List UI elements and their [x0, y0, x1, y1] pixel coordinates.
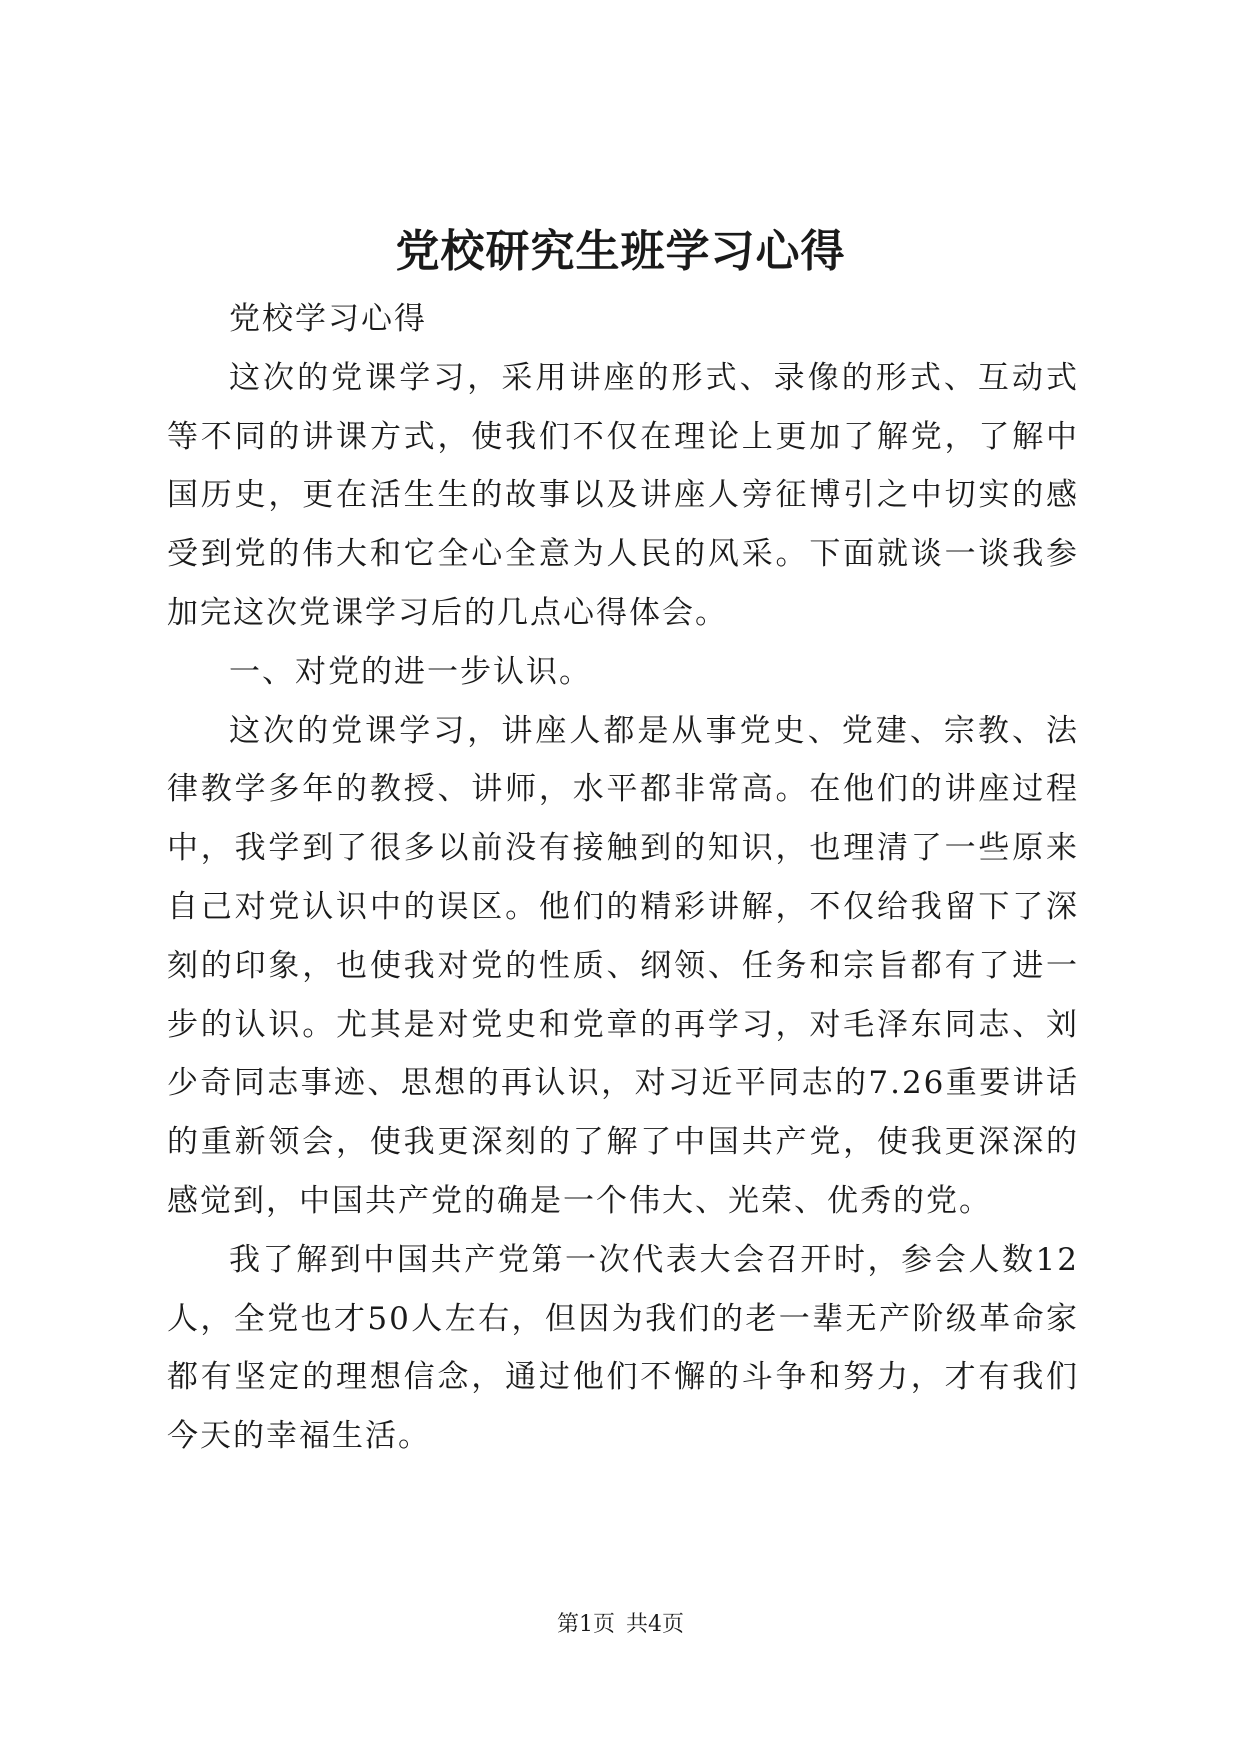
paragraph-body: 这次的党课学习，讲座人都是从事党史、党建、宗教、法律教学多年的教授、讲师，水平都非常高。在他们的讲座过程中，我学到了很多以前没有接触到的知识，也理清了一些原来自己对党认识中的误区。他们的精彩讲解，不仅给我留下了深刻的印象，也使我对党的性质、纲领、任务和宗旨都有了进一步的认识。尤其是对党史和党章的再学习，对毛泽东同志、刘少奇同志事迹、思想的再认识，对习近平同志的7.26重要讲话的重新领会，使我更深刻的了解了中国共产党，使我更深深的感觉到，中国共产党的确是一个伟大、光荣、优秀的党。 [167, 712, 1079, 1219]
paragraph-subtitle: 党校学习心得 [229, 301, 427, 337]
paragraph-body: 我了解到中国共产党第一次代表大会召开时，参会人数12人，全党也才50人左右，但因为我们的老一辈无产阶级革命家都有坚定的理想信念，通过他们不懈的斗争和努力，才有我们今天的幸福生活。 [167, 1241, 1079, 1455]
document-title: 党校研究生班学习心得 [395, 226, 846, 277]
page-total: 共4页 [626, 1612, 684, 1637]
paragraph-intro: 这次的党课学习，采用讲座的形式、录像的形式、互动式等不同的讲课方式，使我们不仅在理论上更加了解党，了解中国历史，更在活生生的故事以及讲座人旁征博引之中切实的感受到党的伟大和它全心全意为人民的风采。下面就谈一谈我参加完这次党课学习后的几点心得体会。 [167, 359, 1079, 631]
page-footer [0, 1610, 1241, 1640]
page-number: 第1页 [557, 1612, 615, 1637]
section-heading: 一、对党的进一步认识。 [229, 653, 592, 690]
document-body [167, 290, 1079, 1466]
